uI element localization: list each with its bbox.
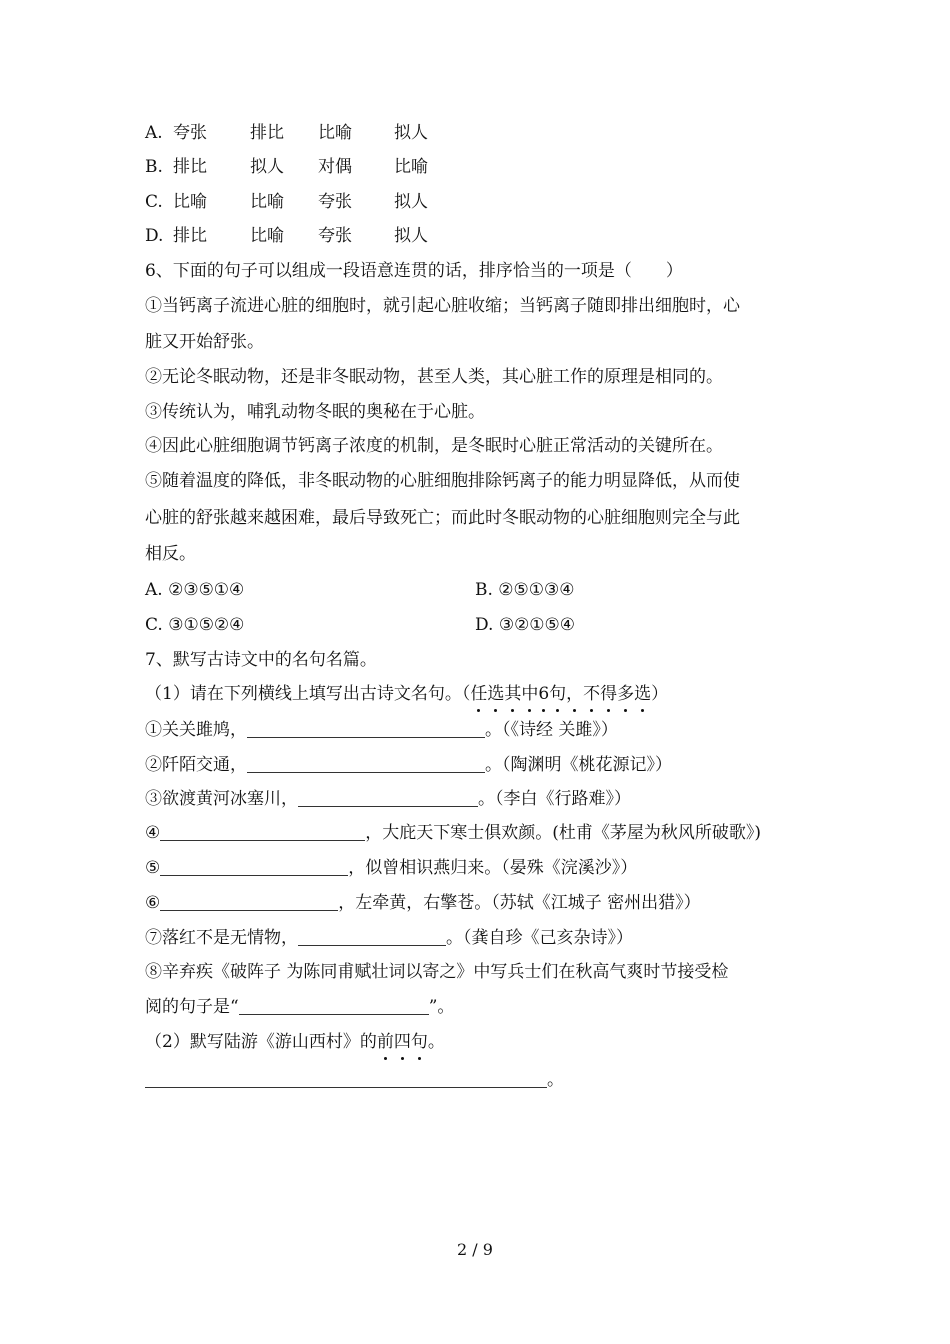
q5-option-c: C. 比喻 比喻 夸张 拟人 [145,192,428,212]
q6-sentence-3: ③传统认为，哺乳动物冬眠的奥秘在于心脏。 [145,402,485,422]
q7-part2-answer-line: 。 [145,1068,564,1092]
emphasis-char: 任 [470,684,488,704]
answer-blank[interactable] [247,719,485,738]
q7-stem: 7、默写古诗文中的名句名篇。 [145,650,377,670]
q5-option-d: D. 排比 比喻 夸张 拟人 [145,226,428,246]
emphasis-char: 选 [487,684,505,704]
q7-line-4: ④ ，大庇天下寒士俱欢颜。(杜甫《茅屋为秋风所破歌》) [145,823,762,843]
q6-sentence-2: ②无论冬眠动物，还是非冬眠动物，甚至人类，其心脏工作的原理是相同的。 [145,367,723,387]
q6-sentence-4: ④因此心脏细胞调节钙离子浓度的机制，是冬眠时心脏正常活动的关键所在。 [145,436,723,456]
q6-sentence-5c: 相反。 [145,544,196,564]
q5-option-b: B. 排比 拟人 对偶 比喻 [145,157,428,177]
answer-blank[interactable] [145,1069,547,1088]
q7-line-8a: ⑧辛弃疾《破阵子 为陈同甫赋壮词以寄之》中写兵士们在秋高气爽时节接受检 [145,962,729,982]
emphasis-char: 句 [410,1032,428,1052]
answer-blank[interactable] [298,788,478,807]
q7-line-6: ⑥ ，左牵黄，右擎苍。（苏轼《江城子 密州出猎》） [145,893,701,913]
q5-option-a: A. 夸张 排比 比喻 拟人 [145,123,428,143]
q7-line-8b: 阅的句子是“ ”。 [145,997,455,1017]
q6-sentence-1a: ①当钙离子流进心脏的细胞时，就引起心脏收缩；当钙离子随即排出细胞时，心 [145,296,740,316]
answer-blank[interactable] [160,857,348,876]
q7-line-1: ①关关雎鸠， 。（《诗经 关雎》） [145,720,618,740]
q6-option-d: D. ③②①⑤④ [475,615,576,635]
answer-blank[interactable] [239,996,429,1015]
q6-option-b: B. ②⑤①③④ [475,580,575,600]
answer-blank[interactable] [160,892,338,911]
emphasis-char: 6 [538,684,550,704]
q6-stem: 6、下面的句子可以组成一段语意连贯的话，排序恰当的一项是（ ） [145,261,683,281]
emphasis-char: 句 [549,684,567,704]
emphasis-char: 不 [583,684,601,704]
emphasis-char: 四 [393,1032,411,1052]
q7-line-7: ⑦落红不是无情物， 。（龚自珍《己亥杂诗》） [145,928,633,948]
emphasis-char: 前 [376,1032,394,1052]
q6-sentence-5b: 心脏的舒张越来越困难，最后导致死亡；而此时冬眠动物的心脏细胞则完全与此 [145,508,740,528]
emphasis-char: 中 [521,684,539,704]
answer-blank[interactable] [247,754,485,773]
emphasis-char: 其 [504,684,522,704]
page-number: 2 / 9 [457,1240,493,1259]
q7-part2-instruction: （2）默写陆游《游山西村》的前四句。 [145,1032,445,1052]
q7-line-5: ⑤ ，似曾相识燕归来。（晏殊《浣溪沙》） [145,858,638,878]
emphasis-char: ， [566,684,584,704]
emphasis-char: 选 [634,684,652,704]
q7-part1-instruction: （1）请在下列横线上填写出古诗文名句。（任选其中6句，不得多选） [145,684,669,704]
answer-blank[interactable] [160,822,365,841]
q6-option-c: C. ③①⑤②④ [145,615,245,635]
emphasis-char: 得 [600,684,618,704]
q6-sentence-1b: 脏又开始舒张。 [145,332,264,352]
emphasis-char: 多 [617,684,635,704]
q6-sentence-5a: ⑤随着温度的降低，非冬眠动物的心脏细胞排除钙离子的能力明显降低，从而使 [145,471,740,491]
q6-option-a: A. ②③⑤①④ [145,580,245,600]
q7-line-3: ③欲渡黄河冰塞川， 。（李白《行路难》） [145,789,631,809]
q7-line-2: ②阡陌交通， 。（陶渊明《桃花源记》） [145,755,672,775]
answer-blank[interactable] [298,927,446,946]
